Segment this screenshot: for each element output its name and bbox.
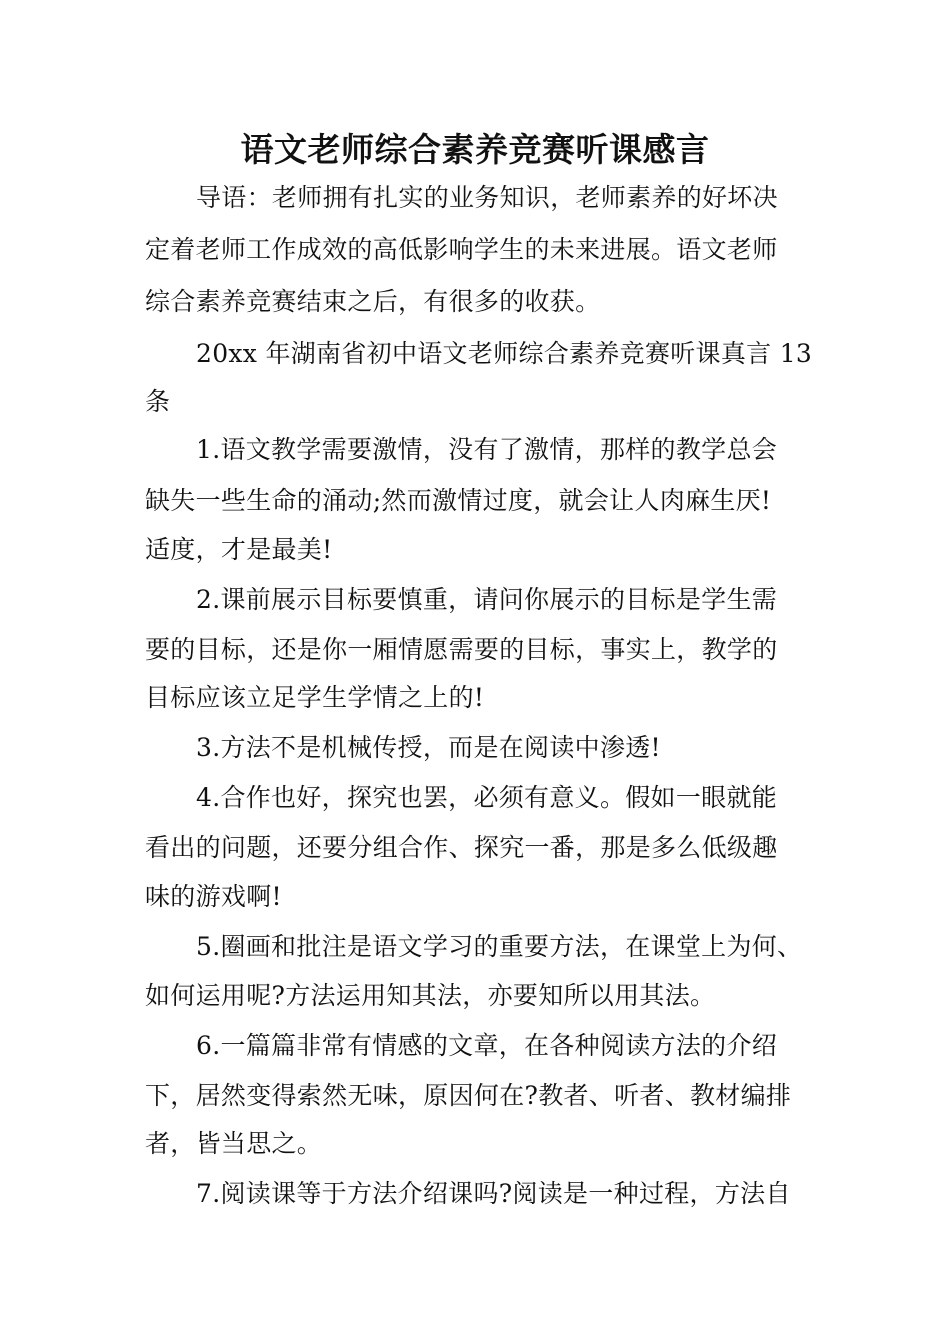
item-2-line-3: 目标应该立足学生学情之上的! [145,683,485,712]
item-5-line-1: 5.圈画和批注是语文学习的重要方法，在课堂上为何、 [196,932,803,961]
item-4-line-3: 味的游戏啊! [145,882,282,911]
item-2-line-2: 要的目标，还是你一厢情愿需要的目标，事实上，教学的 [145,635,778,664]
item-6-line-2: 下，居然变得索然无味，原因何在?教者、听者、教材编排 [145,1081,792,1110]
item-3-line-1: 3.方法不是机械传授，而是在阅读中渗透! [196,733,661,762]
item-4-line-1: 4.合作也好，探究也罢，必须有意义。假如一眼就能 [196,783,778,812]
subtitle-line-2: 条 [145,387,171,416]
item-1-line-3: 适度，才是最美! [145,535,333,564]
item-4-line-2: 看出的问题，还要分组合作、探究一番，那是多么低级趣 [145,833,778,862]
item-5-line-2: 如何运用呢?方法运用知其法，亦要知所以用其法。 [145,981,716,1010]
intro-line-3: 综合素养竞赛结束之后，有很多的收获。 [145,287,601,316]
intro-line-1: 导语：老师拥有扎实的业务知识，老师素养的好坏决 [196,183,778,212]
item-6-line-3: 者，皆当思之。 [145,1129,323,1158]
intro-line-2: 定着老师工作成效的高低影响学生的未来进展。语文老师 [145,235,778,264]
subtitle-line-1: 20xx 年湖南省初中语文老师综合素养竞赛听课真言 13 [196,339,813,368]
document-title: 语文老师综合素养竞赛听课感言 [240,130,710,169]
item-6-line-1: 6.一篇篇非常有情感的文章，在各种阅读方法的介绍 [196,1031,778,1060]
item-1-line-1: 1.语文教学需要激情，没有了激情，那样的教学总会 [196,435,778,464]
item-1-line-2: 缺失一些生命的涌动;然而激情过度，就会让人肉麻生厌! [145,486,772,515]
item-2-line-1: 2.课前展示目标要慎重，请问你展示的目标是学生需 [196,585,778,614]
item-7-line-1: 7.阅读课等于方法介绍课吗?阅读是一种过程，方法自 [196,1179,791,1208]
